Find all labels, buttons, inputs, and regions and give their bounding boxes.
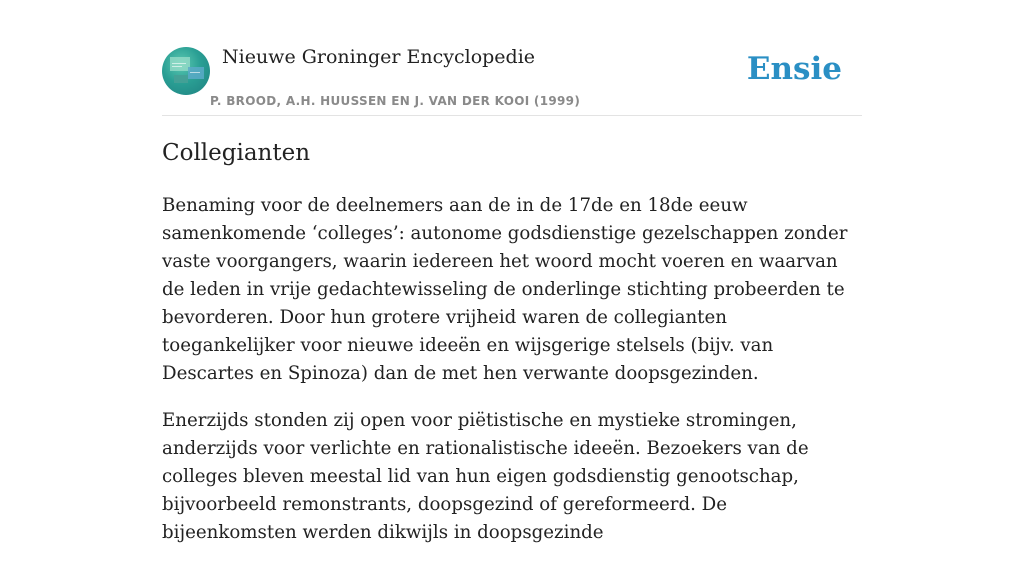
article-paragraph: Benaming voor de deelnemers aan de in de 17de en 18de eeuw samenkomende ‘colleges’: autonome godsdienstige gezelschappen zonder vaste voorgangers, waarin iedereen het woord mocht voeren en waarvan de leden in vrije gedachtewisseling de onderlinge stichting probeerden te bevorderen. Door hun grotere vrijheid waren de collegianten toegankelijker voor nieuwe ideeën en wijsgerige stelsels (bijv. van Descartes en Spinoza) dan de met hen verwante doopsgezinden.	[162, 195, 848, 384]
cover-graphic	[170, 57, 190, 71]
authors-line: P. BROOD, A.H. HUUSSEN EN J. VAN DER KOOI (1999)	[210, 94, 581, 108]
cover-graphic	[172, 66, 182, 67]
book-cover-icon[interactable]	[162, 47, 210, 95]
cover-graphic	[174, 75, 188, 83]
book-title-link[interactable]: Nieuwe Groninger Encyclopedie	[222, 46, 536, 68]
cover-graphic	[190, 72, 200, 73]
header	[162, 46, 862, 116]
cover-graphic	[172, 63, 186, 64]
cover-graphic	[188, 67, 204, 79]
article-title: Collegianten	[162, 140, 311, 166]
ensie-logo-link[interactable]: Ensie	[746, 51, 842, 87]
article-paragraph: Enerzijds stonden zij open voor piëtistische en mystieke stromingen, anderzijds voor verlichte en rationalistische ideeën. Bezoekers van de colleges bleven meestal lid van hun eigen godsdienstig genootschap, bijvoorbeeld remonstrants, doopsgezind of gereformeerd. De bijeenkomsten werden dikwijls in doopsgezinde	[162, 410, 809, 543]
header-divider	[162, 115, 862, 116]
article-body	[162, 192, 862, 566]
